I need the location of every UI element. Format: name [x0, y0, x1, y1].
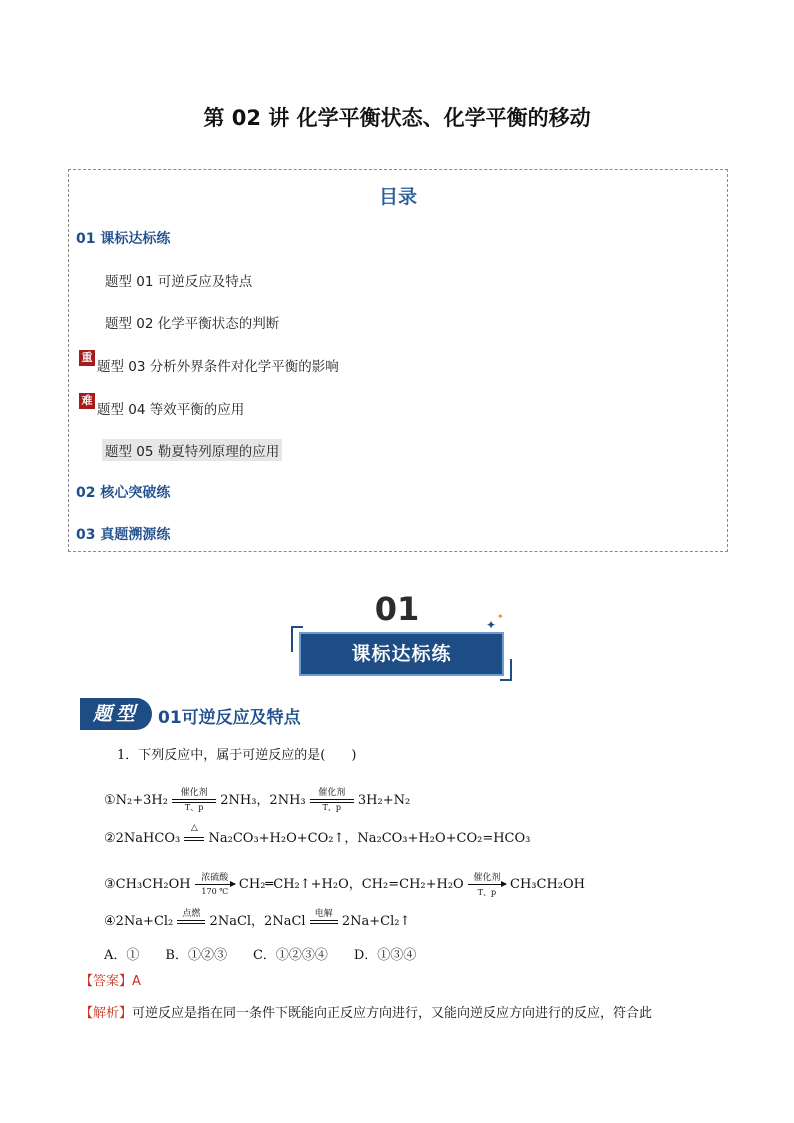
section-number: 01 [374, 590, 420, 628]
section-banner: 课标达标练 [299, 632, 504, 676]
analysis [80, 1002, 652, 1021]
toc-item-2[interactable]: 题型 02 化学平衡状态的判断 [105, 316, 280, 332]
answer: 【答案】A [80, 974, 141, 989]
important-badge: 重 [79, 350, 95, 366]
toc-item-4[interactable]: 题型 04 等效平衡的应用 [97, 402, 245, 418]
analysis-label: 【解析】 [80, 1006, 133, 1021]
question-type-tag: 题型 [80, 698, 152, 730]
analysis-text: 可逆反应是指在同一条件下既能向正反应方向进行，又能向逆反应方向进行的反应，符合此 [132, 1006, 653, 1021]
reaction-3: ③CH₃CH₂OH 浓硫酸 170 ℃ CH₂═CH₂↑+H₂O，CH₂=CH₂+H₂O 催化剂 T、p CH₃CH₂OH [104, 873, 585, 897]
answer-options: A．① B．①②③ C．①②③④ D．①③④ [104, 948, 417, 963]
toc-item-3[interactable]: 题型 03 分析外界条件对化学平衡的影响 [97, 359, 339, 375]
reaction-4: ④2Na+Cl₂ 点燃 2NaCl，2NaCl 电解 2Na+Cl₂↑ [104, 908, 411, 929]
toc-heading: 目录 [378, 186, 417, 208]
table-of-contents [68, 169, 728, 552]
toc-section-3[interactable]: 03 真题溯源练 [76, 527, 171, 543]
reaction-2: ②2NaHCO₃ △ Na₂CO₃+H₂O+CO₂↑，Na₂CO₃+H₂O+CO₂=HCO₃ [104, 822, 531, 846]
sparkle-small-icon: ✦ [497, 612, 504, 621]
toc-item-5[interactable]: 题型 05 勒夏特列原理的应用 [102, 439, 282, 461]
reaction-1: ①N₂+3H₂ 催化剂 T、p 2NH₃，2NH₃ 催化剂 T、p 3H₂+N₂ [104, 787, 411, 812]
toc-item-1[interactable]: 题型 01 可逆反应及特点 [105, 274, 253, 290]
question-stem: 1．下列反应中，属于可逆反应的是( ) [117, 748, 357, 763]
toc-section-2[interactable]: 02 核心突破练 [76, 485, 171, 501]
question-type-title: 01可逆反应及特点 [158, 708, 301, 728]
toc-section-1[interactable]: 01 课标达标练 [76, 231, 171, 247]
page-title: 第 02 讲 化学平衡状态、化学平衡的移动 [203, 106, 591, 130]
difficult-badge: 难 [79, 393, 95, 409]
sparkle-icon: ✦ [486, 618, 497, 632]
